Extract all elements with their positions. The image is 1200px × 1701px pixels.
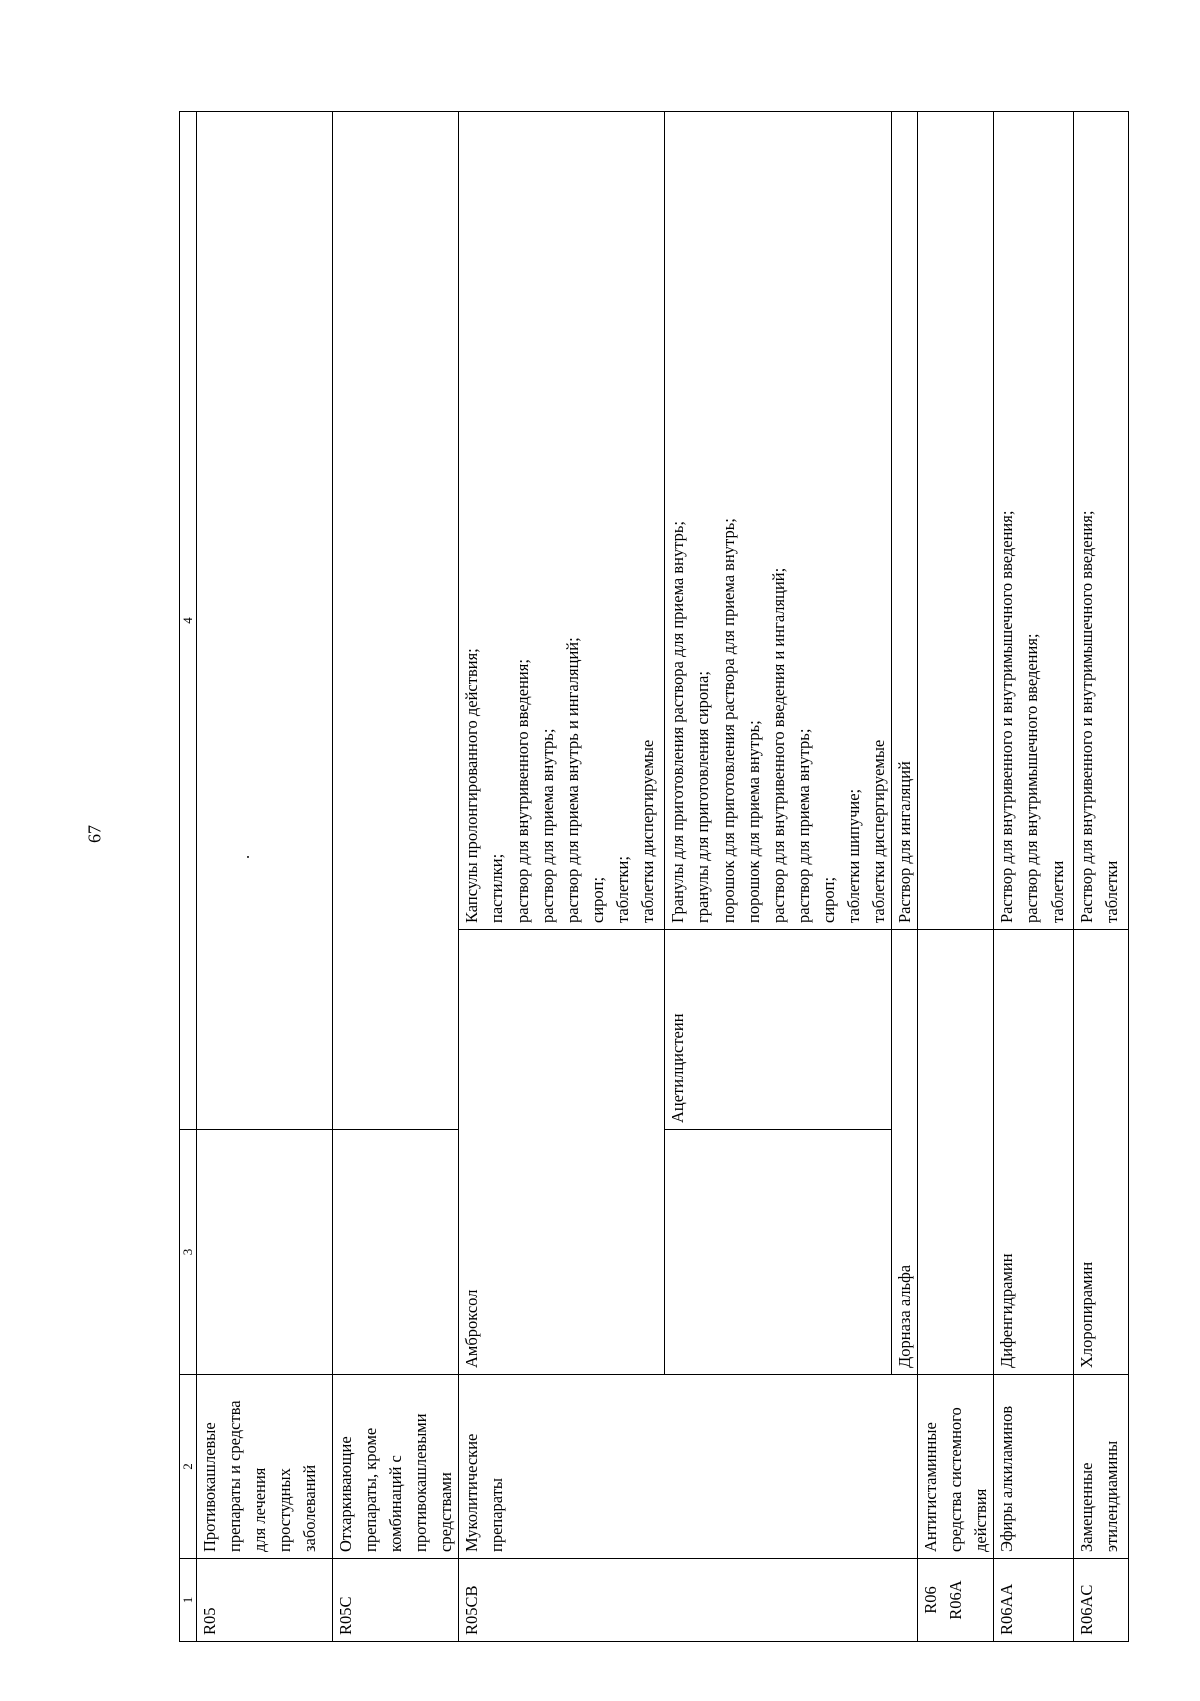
form-line: раствор для внутривенного введения и ингаляций; [768,567,788,923]
form-line: раствор для внутривенного введения; [512,659,532,923]
header-cell-2: 2 [180,1375,197,1559]
form-line: раствор для приема внутрь; [793,728,813,923]
forms-cell [1074,112,1129,930]
form-line: таблетки диспергируемые [869,739,889,923]
forms-cell [333,112,459,1130]
drug-cell [333,1130,459,1375]
form-line: порошок для приема внутрь; [743,720,763,923]
form-line: пастилки; [487,853,507,923]
form-line: гранулы для приготовления сиропа; [693,671,713,923]
table-row [918,112,994,1642]
form-line: таблетки шипучие; [843,788,863,923]
drug-cell [918,930,994,1375]
page-number: 67 [84,825,105,843]
form-line: таблетки [1102,860,1122,923]
forms-cell: . [197,112,333,1130]
form-line: Раствор для ингаляций [895,761,915,923]
group-cell: Замещенные этилендиамины [1074,1375,1129,1559]
form-line: раствор для приема внутрь и ингаляций; [562,637,582,923]
form-line: раствор для внутримышечного введения; [1022,633,1042,923]
forms-cell [459,112,665,930]
drug-cell: Дифенгидрамин [994,930,1074,1375]
group-cell: Отхаркивающие препараты, кроме комбинаций с противокашлевыми средствами [333,1375,459,1559]
drug-cell-spacer [665,1130,892,1375]
group-cell [665,1375,892,1559]
atc-code-cell: R06 R06A [918,1559,994,1642]
group-cell [892,1375,918,1559]
table-header-row [180,112,197,1642]
atc-code-cell [665,1559,892,1642]
atc-code-cell: R05C [333,1559,459,1642]
group-cell: Противокашлевые препараты и средства для лечения простудных заболеваний [197,1375,333,1559]
forms-cell [665,112,892,930]
form-line: порошок для приготовления раствора для приема внутрь; [718,518,738,923]
form-line: таблетки диспергируемые [637,739,657,923]
table-row [892,112,918,1642]
forms-cell [918,112,994,930]
table-row [197,112,333,1642]
atc-code-cell: R05CB [459,1559,665,1642]
form-line: сироп; [587,876,607,923]
group-cell: Антигистаминные средства системного действия [918,1375,994,1559]
table-row [459,112,665,1642]
form-line: таблетки; [612,856,632,923]
forms-cell [892,112,918,930]
group-cell: Муколитические препараты [459,1375,665,1559]
form-line: таблетки [1047,860,1067,923]
drug-cell: Дорназа альфа [892,930,918,1375]
drug-cell: Ацетилцистеин [665,930,892,1130]
forms-cell [994,112,1074,930]
table-row [1074,112,1129,1642]
form-line: сироп; [818,876,838,923]
group-cell: Эфиры алкиламинов [994,1375,1074,1559]
atc-code-cell: R06AC [1074,1559,1129,1642]
form-line: Раствор для внутривенного и внутримышечного введения; [997,510,1017,923]
medicines-table [179,111,1129,1642]
atc-code-cell [892,1559,918,1642]
table-row [333,112,459,1642]
drug-cell: Хлоропирамин [1074,930,1129,1375]
form-line: раствор для приема внутрь; [537,728,557,923]
atc-code-cell: R05 [197,1559,333,1642]
header-cell-3: 3 [180,1130,197,1375]
header-cell-1: 1 [180,1559,197,1642]
table-row [665,112,892,1642]
header-cell-4: 4 [180,112,197,1130]
medicines-table-sheet [179,112,1196,1642]
form-line: Гранулы для приготовления раствора для приема внутрь; [668,521,688,923]
table-row [994,112,1074,1642]
form-line: Капсулы пролонгированного действия; [462,648,482,923]
drug-cell: Амброксол [459,930,665,1375]
form-line: Раствор для внутривенного и внутримышечного введения; [1077,510,1097,923]
drug-cell [197,1130,333,1375]
atc-code-cell: R06AA [994,1559,1074,1642]
